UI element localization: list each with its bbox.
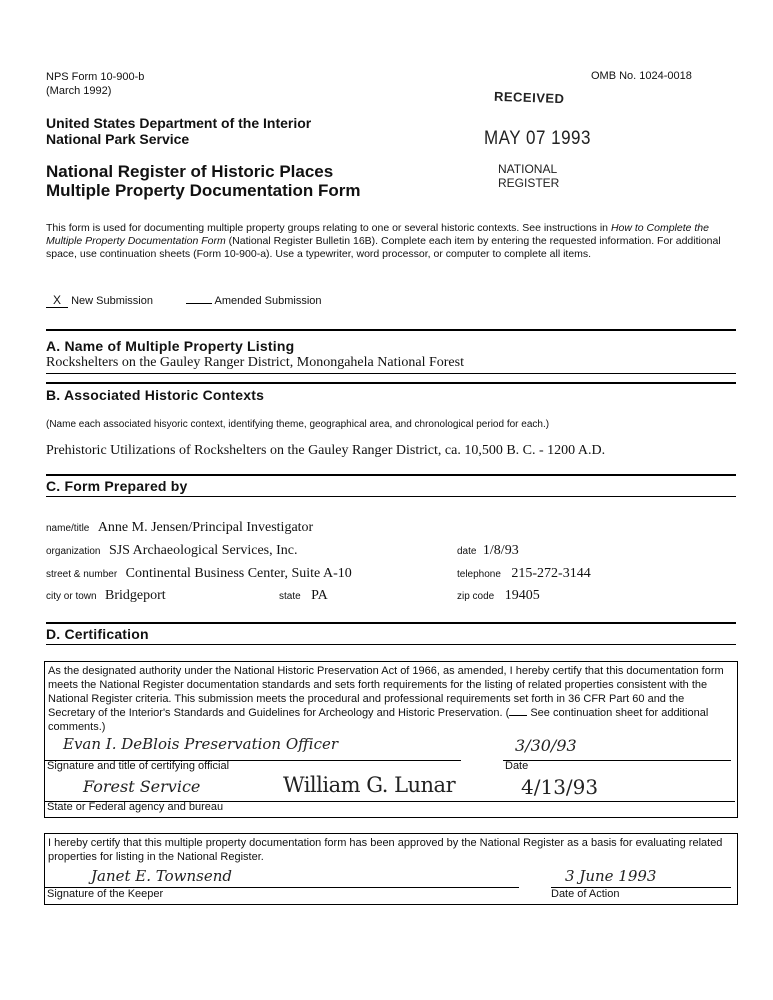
amended-submission-label: Amended Submission	[214, 295, 322, 307]
city-label: city or town	[46, 591, 97, 602]
certifying-date-handwritten: 3/30/93	[515, 736, 577, 755]
organization-row	[46, 541, 298, 559]
department-block	[46, 115, 311, 147]
instructions-part1: This form is used for documenting multiple property groups relating to one or several historic contexts. See instructions in	[46, 222, 611, 234]
keeper-label: Signature of the Keeper	[47, 888, 164, 900]
form-number-block	[46, 70, 144, 98]
form-title-line2: Multiple Property Documentation Form	[46, 181, 361, 200]
cert-text-2: See continuation sheet for additional comments.)	[48, 707, 709, 733]
continuation-checkbox[interactable]	[509, 715, 527, 716]
action-date-label: Date of Action	[551, 888, 620, 900]
submission-type	[46, 293, 322, 308]
historic-context[interactable]: Prehistoric Utilizations of Rockshelters on the Gauley Ranger District, ca. 10,500 B. C. - 1200 A.D.	[46, 443, 606, 458]
stamp-line2: REGISTER	[498, 176, 560, 190]
street-value[interactable]: Continental Business Center, Suite A-10	[125, 566, 352, 581]
date-label-cert: Date	[505, 760, 529, 772]
signature-label: Signature and title of certifying official	[47, 760, 230, 772]
department-name: United States Department of the Interior	[46, 115, 312, 131]
instructions-part2: (National Register Bulletin 16B). Complete each item by entering the requested information. For additional space, use continuation sheets (Form 10-900-a). Use a typewriter, word processor, or computer to complete all items.	[46, 235, 721, 260]
city-value[interactable]: Bridgeport	[105, 588, 166, 603]
street-row	[46, 564, 352, 582]
section-b-note: (Name each associated hisyoric context, identifying theme, geographical area, and chronological period for each.)	[46, 419, 550, 430]
date-row	[457, 541, 519, 559]
organization-value[interactable]: SJS Archaeological Services, Inc.	[108, 543, 298, 558]
date-line	[503, 760, 731, 761]
certification-statement	[48, 664, 734, 734]
bureau-name: National Park Service	[46, 131, 190, 147]
telephone-label: telephone	[457, 569, 501, 580]
state-row	[279, 586, 328, 604]
name-title-row	[46, 518, 313, 536]
telephone-value[interactable]: 215-272-3144	[511, 566, 591, 581]
date-value[interactable]: 1/8/93	[482, 543, 519, 558]
name-title-value[interactable]: Anne M. Jensen/Principal Investigator	[97, 520, 314, 535]
form-date: (March 1992)	[46, 85, 112, 97]
zip-row	[457, 586, 540, 604]
received-stamp: RECEIVED	[493, 88, 565, 107]
zip-value[interactable]: 19405	[504, 588, 540, 603]
agency-handwritten: Forest Service	[83, 777, 201, 796]
national-register-stamp	[498, 162, 559, 190]
city-row	[46, 586, 166, 604]
approval-statement: I hereby certify that this multiple property documentation form has been approved by the National Register as a basis for evaluating related properties for listing in the National Register.	[48, 837, 723, 863]
cert-text-1: As the designated authority under the National Historic Preservation Act of 1966, as amended, I hereby certify that this documentation form meets the National Register documentation standards and sets forth requirements for the listing of related properties consistent with the National Register criteria. This submission meets the procedural and professional requirements set forth in 36 CFR Part 60 and the Secretary of the Interior's Standards and Guidelines for Archeology and Historic Preservation. (	[48, 665, 724, 719]
section-c-rule	[46, 474, 736, 476]
section-a-title: A. Name of Multiple Property Listing	[46, 338, 295, 354]
certifying-signature: Evan I. DeBlois Preservation Officer	[63, 735, 339, 753]
new-submission-label: New Submission	[71, 295, 153, 307]
agency-date-handwritten: 4/13/93	[521, 775, 599, 799]
section-a-rule	[46, 329, 736, 331]
instructions-title: How to Complete the Multiple Property Documentation Form	[46, 222, 709, 247]
section-b-rule	[46, 382, 736, 384]
keeper-signature: Janet E. Townsend	[91, 867, 232, 885]
section-d-underline	[46, 644, 736, 645]
state-label: state	[279, 591, 301, 602]
street-label: street & number	[46, 569, 118, 580]
instructions	[46, 222, 736, 261]
certification-box	[44, 661, 738, 818]
section-b-title: B. Associated Historic Contexts	[46, 387, 265, 403]
name-title-label: name/title	[46, 523, 90, 534]
received-date-stamp: MAY 07 1993	[484, 126, 591, 149]
zip-label: zip code	[457, 591, 495, 602]
section-d-title: D. Certification	[46, 626, 149, 642]
telephone-row	[457, 564, 591, 582]
form-title	[46, 162, 361, 200]
action-date-handwritten: 3 June 1993	[565, 867, 657, 885]
agency-signature: William G. Lunar	[283, 773, 456, 797]
form-number: NPS Form 10-900-b	[46, 71, 145, 83]
section-c-title: C. Form Prepared by	[46, 478, 188, 494]
property-listing-name[interactable]: Rockshelters on the Gauley Ranger District, Monongahela National Forest	[46, 355, 464, 370]
new-submission-checkbox[interactable]: X	[46, 293, 68, 308]
state-value[interactable]: PA	[311, 588, 328, 603]
section-c-underline	[46, 496, 736, 497]
organization-label: organization	[46, 546, 101, 557]
section-a-underline	[46, 373, 736, 374]
amended-submission-checkbox[interactable]	[186, 303, 212, 304]
section-d-rule	[46, 622, 736, 624]
form-title-line1: National Register of Historic Places	[46, 162, 334, 181]
omb-number: OMB No. 1024-0018	[591, 70, 692, 82]
approval-box	[44, 833, 738, 905]
agency-label: State or Federal agency and bureau	[47, 801, 224, 813]
date-label: date	[457, 546, 477, 557]
stamp-line1: NATIONAL	[498, 162, 558, 176]
